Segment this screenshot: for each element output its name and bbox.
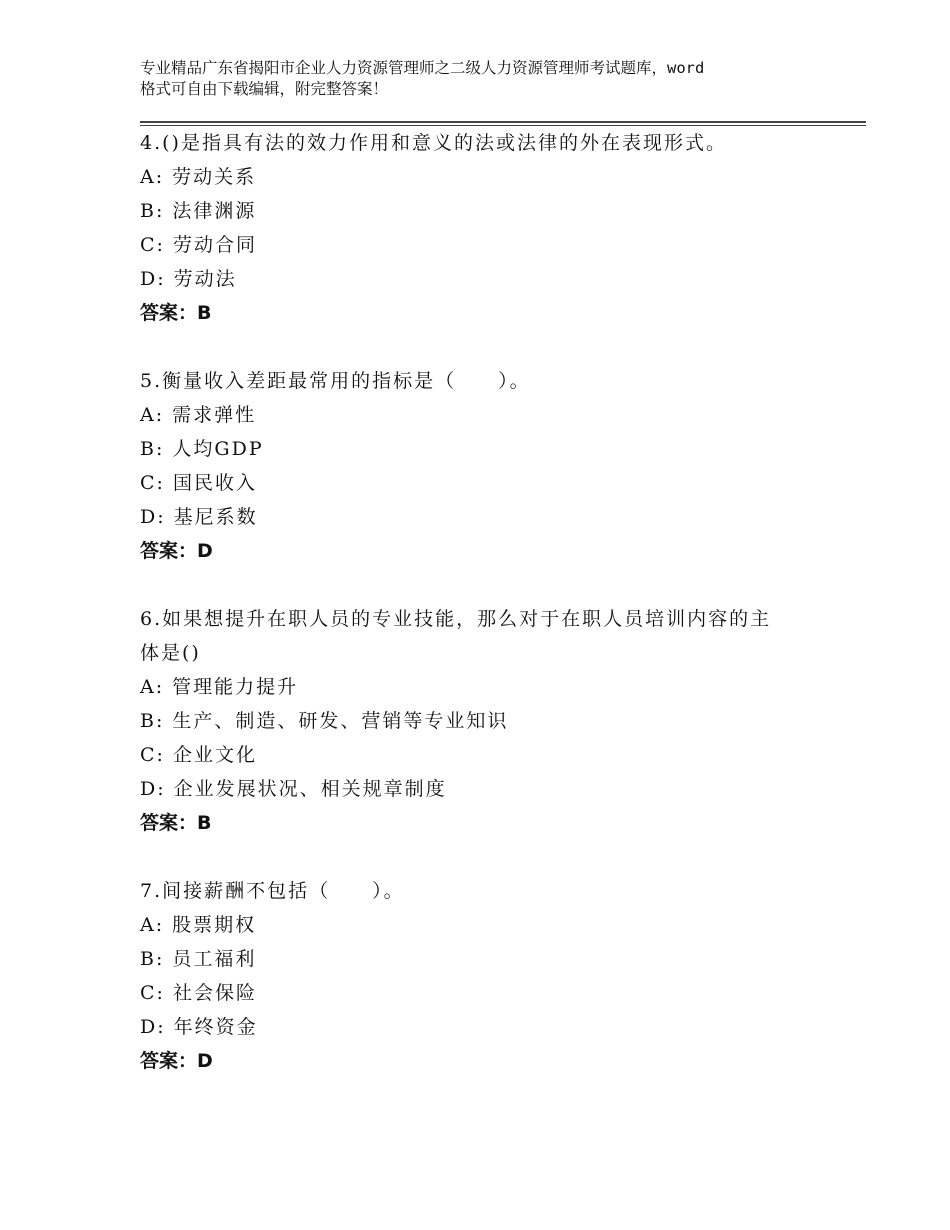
- question-stem: 7.间接薪酬不包括（ ）。: [140, 880, 405, 902]
- question-stem-line-2: 体是(): [140, 642, 201, 664]
- option-d: D: 企业发展状况、相关规章制度: [140, 778, 447, 800]
- question-4: [140, 126, 840, 330]
- answer: 答案：D: [140, 540, 213, 562]
- option-b: B: 人均GDP: [140, 438, 264, 460]
- question-stem: 4.()是指具有法的效力作用和意义的法或法律的外在表现形式。: [140, 132, 727, 154]
- question-stem: 5.衡量收入差距最常用的指标是（ ）。: [140, 370, 531, 392]
- option-b: B: 生产、制造、研发、营销等专业知识: [140, 710, 509, 732]
- question-6: [140, 602, 840, 840]
- header-line-2: 格式可自由下载编辑，附完整答案！: [140, 80, 389, 98]
- option-d: D: 劳动法: [140, 268, 237, 290]
- header-divider-thick: [140, 121, 866, 123]
- question-7: [140, 874, 840, 1078]
- document-header: [140, 58, 830, 100]
- option-a: A: 股票期权: [140, 914, 257, 936]
- answer: 答案：D: [140, 1050, 213, 1072]
- option-c: C: 国民收入: [140, 472, 257, 494]
- option-c: C: 劳动合同: [140, 234, 257, 256]
- question-stem-line-1: 6.如果想提升在职人员的专业技能，那么对于在职人员培训内容的主: [140, 608, 772, 630]
- spacer: [140, 840, 840, 874]
- option-c: C: 社会保险: [140, 982, 257, 1004]
- answer: 答案：B: [140, 302, 212, 324]
- option-a: A: 劳动关系: [140, 166, 257, 188]
- option-d: D: 年终资金: [140, 1016, 258, 1038]
- option-b: B: 法律渊源: [140, 200, 257, 222]
- spacer: [140, 330, 840, 364]
- option-b: B: 员工福利: [140, 948, 257, 970]
- question-list: [140, 126, 840, 1078]
- option-c: C: 企业文化: [140, 744, 257, 766]
- header-line-1: 专业精品广东省揭阳市企业人力资源管理师之二级人力资源管理师考试题库，word: [140, 59, 705, 77]
- option-d: D: 基尼系数: [140, 506, 258, 528]
- question-5: [140, 364, 840, 568]
- spacer: [140, 568, 840, 602]
- answer: 答案：B: [140, 812, 212, 834]
- option-a: A: 需求弹性: [140, 404, 257, 426]
- option-a: A: 管理能力提升: [140, 676, 299, 698]
